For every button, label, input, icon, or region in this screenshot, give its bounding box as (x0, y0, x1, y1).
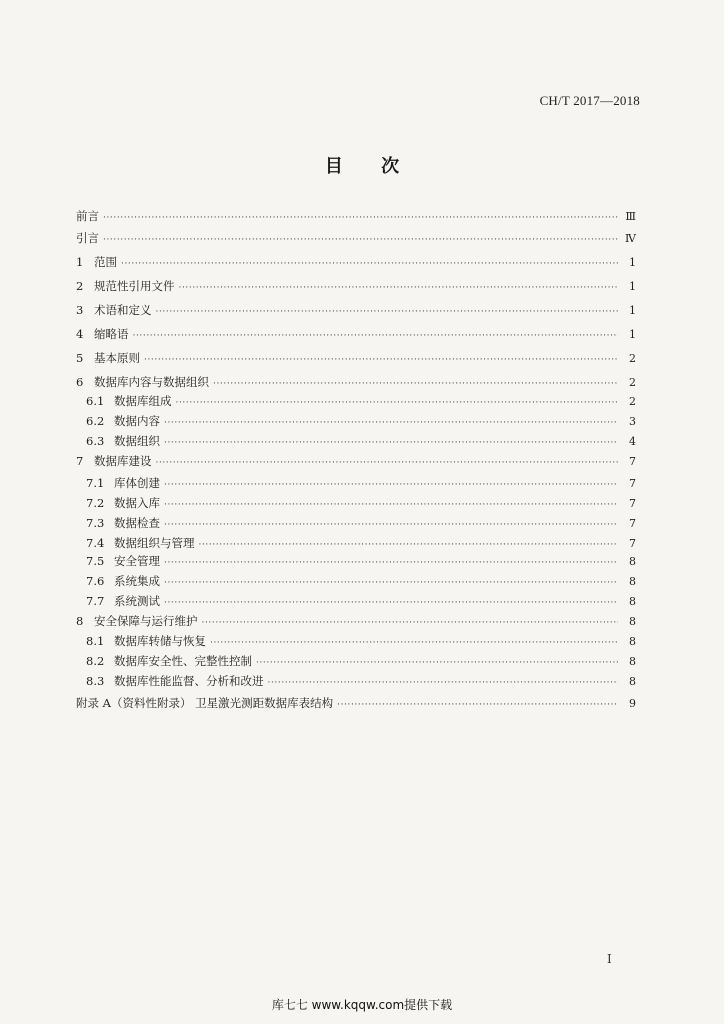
dot-leader (337, 700, 618, 710)
toc-entry-page: 8 (629, 575, 636, 588)
dot-leader (156, 458, 619, 468)
toc-entry (76, 413, 636, 429)
toc-entry-number: 7.7 (86, 594, 105, 608)
dot-leader (199, 540, 619, 550)
toc-entry-page: 7 (629, 497, 636, 510)
toc-entry-number: 7 (76, 454, 84, 468)
toc-entry-page: 8 (629, 595, 636, 608)
toc-entry-page: 8 (629, 635, 636, 648)
toc-entry-page: 7 (629, 455, 636, 468)
toc-entry-label: 数据组织 (114, 434, 160, 448)
toc-entry (76, 613, 636, 629)
dot-leader (164, 438, 618, 448)
toc-entry-label: 缩略语 (94, 327, 129, 341)
dot-leader (176, 398, 619, 408)
dot-leader (103, 235, 618, 245)
toc-entry-label: 数据库性能监督、分析和改进 (114, 674, 264, 688)
toc-entry (76, 673, 636, 689)
toc-entry-page: 8 (629, 655, 636, 668)
toc-entry-page: 3 (629, 415, 636, 428)
toc-entry (76, 393, 636, 409)
toc-entry-page: 8 (629, 675, 636, 688)
page-number: Ⅰ (607, 952, 612, 966)
toc-entry-number: 6.2 (86, 414, 105, 428)
toc-entry-number: 7.4 (86, 536, 105, 550)
toc-entry-page: Ⅳ (625, 232, 636, 245)
toc-entry-number: 6.1 (86, 394, 105, 408)
toc-entry-label: 数据库组成 (114, 394, 172, 408)
toc-entry-number: 8.1 (86, 634, 105, 648)
toc-entry (76, 535, 636, 551)
dot-leader (202, 618, 619, 628)
toc-entry-number: 6 (76, 375, 84, 389)
dot-leader (256, 658, 618, 668)
dot-leader (164, 520, 618, 530)
toc-entry-label: 前言 (76, 209, 99, 223)
toc-entry-label: 术语和定义 (94, 303, 152, 317)
toc-entry-page: 2 (629, 395, 636, 408)
toc-entry (76, 495, 636, 511)
toc-entry-page: 7 (629, 537, 636, 550)
toc-entry-label: 数据入库 (114, 496, 160, 510)
toc-entry-page: 1 (629, 256, 636, 269)
toc-entry-label: 数据库内容与数据组织 (94, 375, 209, 389)
toc-entry-page: 2 (629, 352, 636, 365)
dot-leader (268, 678, 619, 688)
toc-entry (76, 350, 636, 366)
toc-entry-label: 系统测试 (114, 594, 160, 608)
toc-entry-label: 安全保障与运行维护 (94, 614, 198, 628)
toc-entry-number: 1 (76, 255, 84, 269)
toc-entry (76, 475, 636, 491)
dot-leader (133, 331, 619, 341)
dot-leader (164, 500, 618, 510)
toc-entry-number: 2 (76, 279, 84, 293)
toc-entry (76, 326, 636, 342)
toc-entry-label: 数据组织与管理 (114, 536, 195, 550)
toc-entry-label: 数据库安全性、完整性控制 (114, 654, 252, 668)
toc-entry (76, 254, 636, 270)
toc-entry-page: 9 (629, 697, 636, 710)
toc-entry-label: 规范性引用文件 (94, 279, 175, 293)
toc-entry (76, 695, 636, 711)
toc-entry-page: 2 (629, 376, 636, 389)
toc-entry-label: 引言 (76, 231, 99, 245)
toc-entry (76, 553, 636, 569)
dot-leader (121, 259, 618, 269)
toc-entry-number: 8.2 (86, 654, 105, 668)
dot-leader (164, 558, 618, 568)
toc-entry (76, 515, 636, 531)
toc-entry (76, 433, 636, 449)
toc-entry-number: 8 (76, 614, 84, 628)
toc-entry-page: 7 (629, 517, 636, 530)
dot-leader (164, 480, 618, 490)
dot-leader (144, 355, 618, 365)
toc-entry-number: 4 (76, 327, 84, 341)
dot-leader (179, 283, 619, 293)
dot-leader (164, 578, 618, 588)
toc-entry (76, 453, 636, 469)
toc-entry-number: 5 (76, 351, 84, 365)
toc-entry-label: 库体创建 (114, 476, 160, 490)
toc-entry-label: 安全管理 (114, 554, 160, 568)
page-title: 目 次 (324, 156, 400, 177)
toc-entry (76, 653, 636, 669)
toc-entry-page: 1 (629, 280, 636, 293)
toc-entry-number: 8.3 (86, 674, 105, 688)
toc-entry (76, 278, 636, 294)
toc-entry-label: 范围 (94, 255, 117, 269)
toc-entry-number: 3 (76, 303, 84, 317)
download-watermark: 库七七 www.kqqw.com提供下载 (271, 998, 453, 1012)
dot-leader (156, 307, 619, 317)
toc-entry-number: 7.5 (86, 554, 105, 568)
toc-entry-number: 7.1 (86, 476, 105, 490)
toc-entry (76, 230, 636, 246)
toc-entry-page: 1 (629, 328, 636, 341)
toc-entry-number: 7.6 (86, 574, 105, 588)
toc-entry-page: 7 (629, 477, 636, 490)
toc-entry-label: 基本原则 (94, 351, 140, 365)
toc-entry-page: Ⅲ (625, 210, 636, 223)
toc-entry-label: 数据库建设 (94, 454, 152, 468)
toc-entry (76, 593, 636, 609)
dot-leader (210, 638, 618, 648)
toc-entry-label: 附录 A（资料性附录） 卫星激光测距数据库表结构 (76, 696, 334, 710)
toc-entry-label: 数据库转储与恢复 (114, 634, 206, 648)
toc-entry (76, 633, 636, 649)
toc-entry (76, 374, 636, 390)
toc-entry (76, 208, 636, 224)
toc-entry-label: 数据内容 (114, 414, 160, 428)
dot-leader (213, 379, 618, 389)
toc-entry-label: 系统集成 (114, 574, 160, 588)
toc-entry (76, 573, 636, 589)
dot-leader (164, 418, 618, 428)
toc-entry-page: 1 (629, 304, 636, 317)
toc-entry-label: 数据检查 (114, 516, 160, 530)
toc-entry-number: 7.2 (86, 496, 105, 510)
dot-leader (103, 213, 618, 223)
toc-entry-page: 8 (629, 555, 636, 568)
toc-entry-page: 8 (629, 615, 636, 628)
toc-entry-number: 7.3 (86, 516, 105, 530)
dot-leader (164, 598, 618, 608)
toc-entry-page: 4 (629, 435, 636, 448)
toc-entry (76, 302, 636, 318)
toc-entry-number: 6.3 (86, 434, 105, 448)
standard-number: CH/T 2017—2018 (539, 93, 640, 108)
